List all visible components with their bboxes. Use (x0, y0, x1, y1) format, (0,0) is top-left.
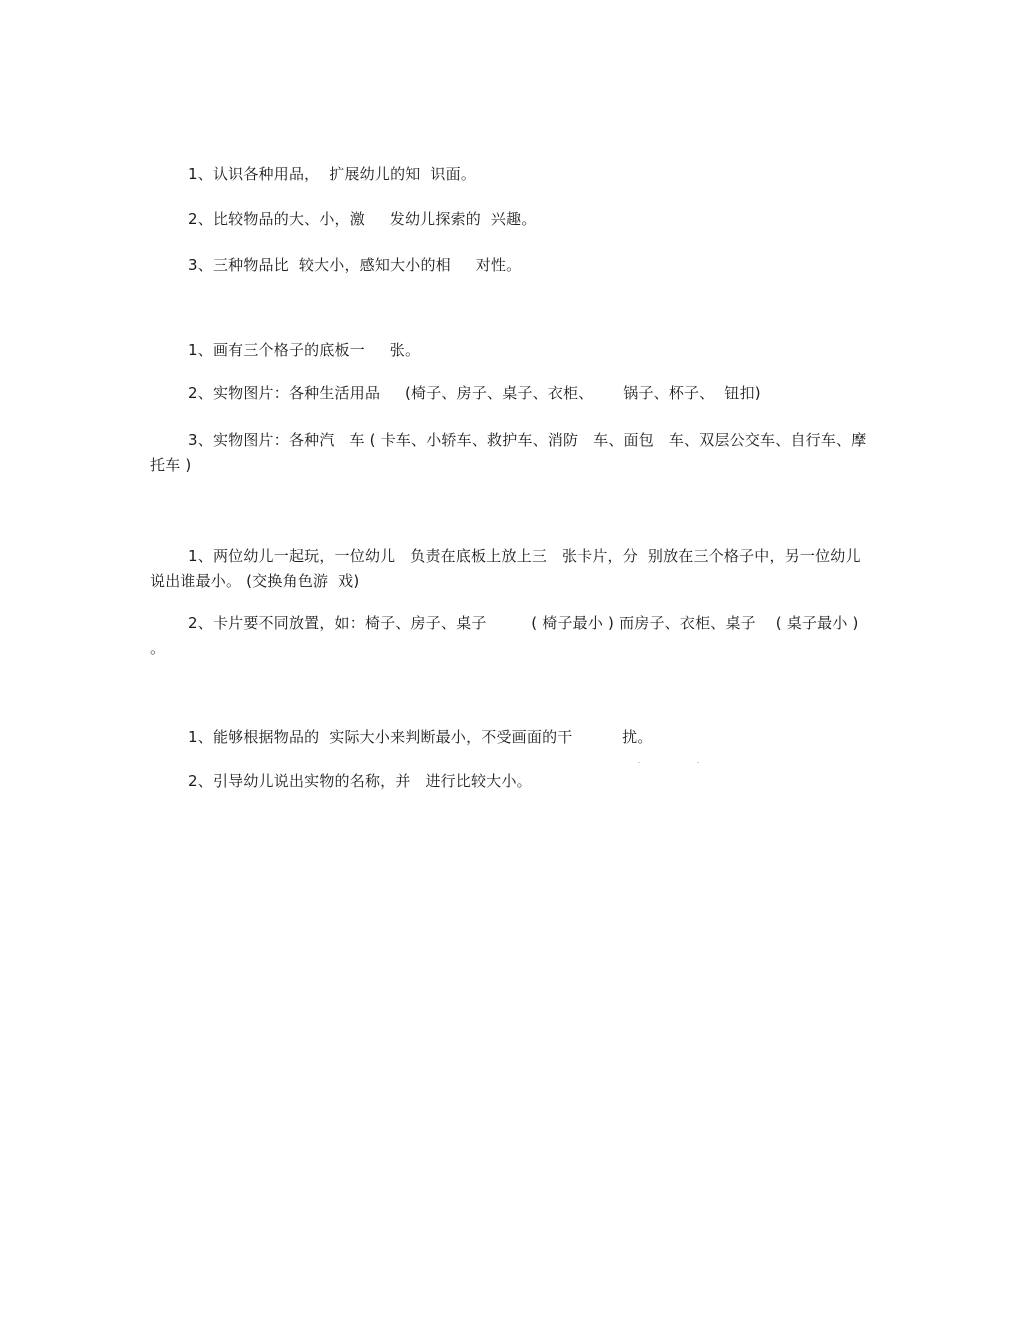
process-item-2: 2、卡片要不同放置，如：椅子、房子、桌子 ( 椅子最小 ) 而房子、衣柜、桌子 ( 桌子最小 ) 。 (150, 614, 864, 657)
guidance-item-1: 1、能够根据物品的 实际大小来判断最小，不受画面的干 扰。 (188, 728, 653, 746)
guidance-item-2: 2、引导幼儿说出实物的名称，并 进行比较大小。 (188, 772, 532, 790)
material-item-3: 3、实物图片：各种汽 车 ( 卡车、小轿车、救护车、消防 车、面包 车、双层公交车、自行车、摩托车 ) (150, 431, 867, 474)
scan-speck (638, 762, 640, 763)
goal-item-1: 1、认识各种用品， 扩展幼儿的知 识面。 (188, 165, 477, 183)
goal-item-2: 2、比较物品的大、小，激 发幼儿探索的 兴趣。 (188, 210, 537, 228)
scan-speck (697, 762, 699, 763)
material-item-1: 1、画有三个格子的底板一 张。 (188, 341, 421, 359)
process-item-1: 1、两位幼儿一起玩，一位幼儿 负责在底板上放上三 张卡片，分 别放在三个格子中，另一位幼儿 说出谁最小。 (交换角色游 戏) (150, 547, 871, 590)
goal-item-3: 3、三种物品比 较大小，感知大小的相 对性。 (188, 256, 522, 274)
material-item-2: 2、实物图片：各种生活用品 (椅子、房子、桌子、衣柜、 锅子、杯子、 钮扣) (188, 384, 761, 402)
